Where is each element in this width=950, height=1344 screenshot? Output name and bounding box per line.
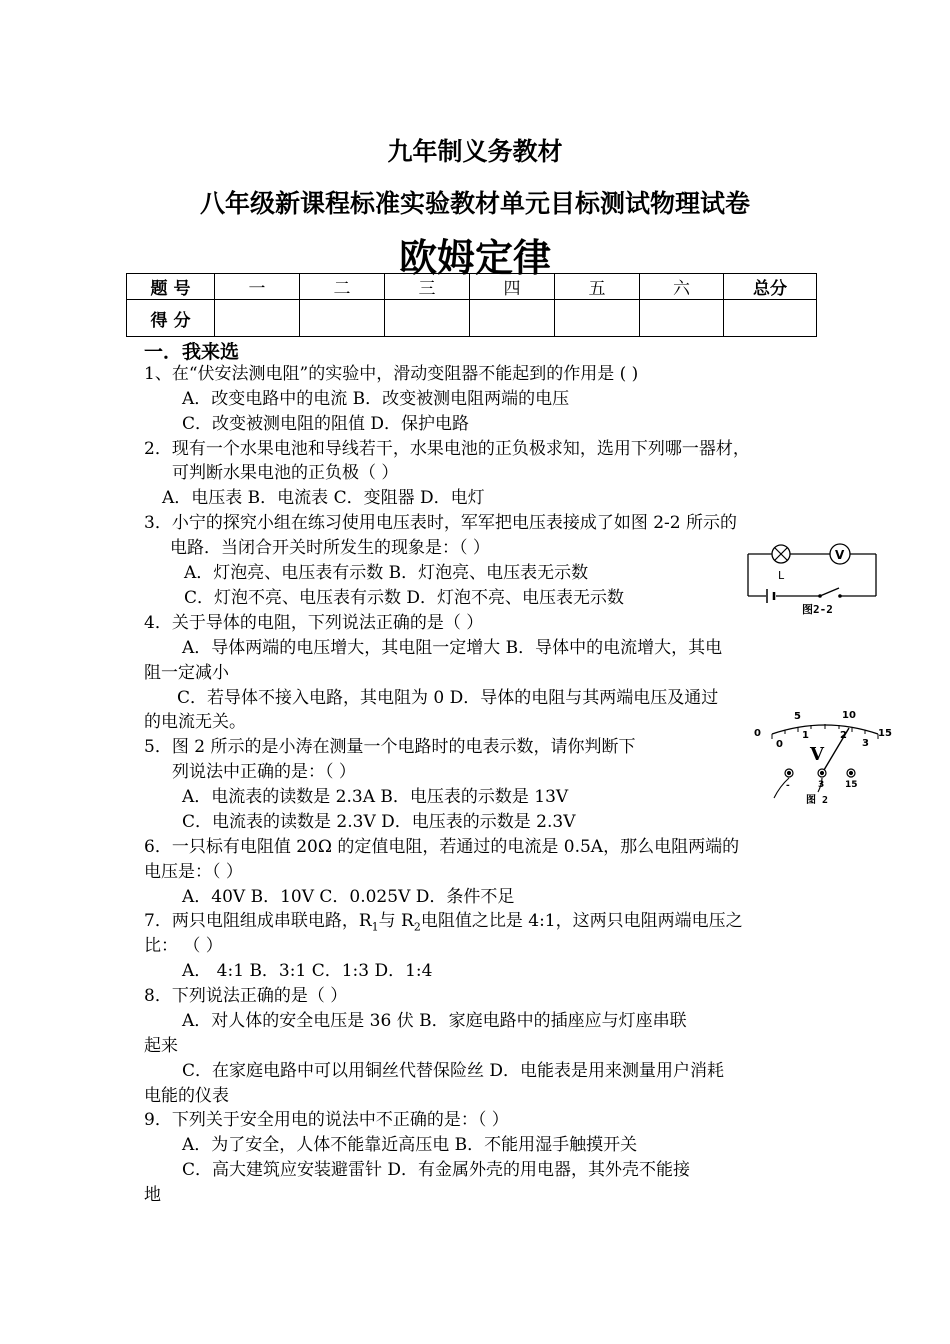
score-input-cell[interactable] [385,300,470,337]
question-7-stem-part: 7．两只电阻组成串联电路，R [144,911,372,931]
lamp-label: L [778,569,785,582]
question-9-options-c-cont: 地 [144,1185,161,1205]
dial-inner-label: 3 [862,738,869,749]
question-4-options-a-cont: 阻一定减小 [144,663,229,683]
question-6-options: A．40V B．10V C．0.025V D．条件不足 [182,887,515,907]
terminal-label: 15 [845,780,858,790]
question-6-stem: 6．一只标有电阻值 20Ω 的定值电阻，若通过的电流是 0.5A，那么电阻两端的 [144,837,740,857]
score-table-header-row [127,274,817,300]
score-table-cell: 总分 [724,274,817,300]
question-9-options-c: C．高大建筑应安装避雷针 D．有金属外壳的用电器，其外壳不能接 [182,1160,691,1180]
score-table-cell: 四 [470,274,555,300]
question-8-stem: 8．下列说法正确的是（ ） [144,986,348,1006]
figure-label: 图 2 [806,795,829,806]
question-3-stem-cont: 电路．当闭合开关时所发生的现象是：（ ） [170,538,490,558]
subscript: 1 [371,920,379,934]
dial-outer-label: 15 [878,728,892,739]
doc-series-title: 九年制义务教材 [387,137,563,166]
question-4-options-c: C．若导体不接入电路，其电阻为 0 D．导体的电阻与其两端电压及通过 [177,688,719,708]
score-table [126,273,817,337]
question-4-stem: 4．关于导体的电阻，下列说法正确的是（ ） [144,613,484,633]
score-input-cell[interactable] [724,300,817,337]
question-5-options-cd: C．电流表的读数是 2.3V D．电压表的示数是 2.3V [182,812,576,832]
question-2-stem: 2．现有一个水果电池和导线若干，水果电池的正负极求知，选用下列哪一器材， [144,439,750,459]
question-3-stem: 3．小宁的探究小组在练习使用电压表时，军军把电压表接成了如图 2-2 所示的 [144,513,737,533]
figure-label: 图2-2 [802,603,833,616]
question-8-options-c-cont: 电能的仪表 [144,1086,229,1106]
doc-chapter-title: 欧姆定律 [398,236,551,280]
dial-inner-label: 2 [840,730,847,741]
question-1-options-ab: A．改变电路中的电流 B．改变被测电阻两端的电压 [182,389,570,409]
score-table-cell: 五 [555,274,640,300]
score-input-cell[interactable] [640,300,724,337]
lamp-icon [772,545,790,563]
question-6-stem-cont: 电压是：（ ） [144,862,243,882]
section-title: 一．我来选 [144,341,240,363]
dial-outer-label: 5 [794,711,801,722]
question-1-options-cd: C．改变被测电阻的阻值 D．保护电路 [182,414,470,434]
voltmeter-dial-figure [750,706,900,806]
terminal-label: - [786,781,790,791]
score-table-cell: 得 分 [127,300,215,337]
question-7-stem-part: 电阻值之比是 4:1，这两只电阻两端电压之 [420,911,743,931]
dial-symbol: V [810,744,824,765]
question-4-options-a: A．导体两端的电压增大，其电阻一定增大 B．导体中的电流增大，其电 [182,638,723,658]
switch-icon [818,588,842,598]
dial-inner-label: 0 [776,739,783,750]
question-8-options-a-cont: 起来 [144,1036,178,1056]
question-7-stem [144,910,743,938]
question-8-options-c: C．在家庭电路中可以用铜丝代替保险丝 D．电能表是用来测量用户消耗 [182,1061,725,1081]
question-3-options-cd: C．灯泡不亮、电压表有示数 D．灯泡不亮、电压表无示数 [184,588,625,608]
score-table-cell: 三 [385,274,470,300]
score-input-cell[interactable] [215,300,300,337]
question-2-options: A．电压表 B．电流表 C．变阻器 D．电灯 [162,488,485,508]
question-1-stem: 1、在“伏安法测电阻”的实验中，滑动变阻器不能起到的作用是 ( ) [144,364,639,384]
question-5-stem: 5．图 2 所示的是小涛在测量一个电路时的电表示数，请你判断下 [144,737,636,757]
score-input-cell[interactable] [470,300,555,337]
terminal-label: 3 [818,780,825,790]
score-table-cell: 二 [300,274,385,300]
question-7-options: A． 4:1 B．3:1 C．1:3 D．1:4 [182,961,433,981]
score-table-cell: 题 号 [127,274,215,300]
voltmeter-icon [830,544,850,564]
dial-outer-label: 10 [842,710,856,721]
score-table-cell: 六 [640,274,724,300]
score-input-cell[interactable] [300,300,385,337]
score-table-cell: 一 [215,274,300,300]
terminal-icon [785,769,855,777]
question-9-options-ab: A．为了安全，人体不能靠近高压电 B．不能用湿手触摸开关 [182,1135,638,1155]
dial-outer-label: 0 [754,728,761,739]
doc-exam-title: 八年级新课程标准实验教材单元目标测试物理试卷 [199,189,750,218]
question-3-options-ab: A．灯泡亮、电压表有示数 B．灯泡亮、电压表无示数 [184,563,589,583]
circuit-diagram-figure [742,538,882,620]
question-2-stem-cont: 可判断水果电池的正负极（ ） [172,463,399,483]
question-9-stem: 9．下列关于安全用电的说法中不正确的是：（ ） [144,1110,509,1130]
needle-icon [824,728,849,770]
battery-icon [767,589,774,603]
score-table-score-row [127,300,817,337]
question-7-stem-part: 与 R [378,911,414,931]
question-8-options-a: A．对人体的安全电压是 36 伏 B．家庭电路中的插座应与灯座串联 [182,1011,687,1031]
dial-inner-label: 1 [802,730,809,741]
question-5-stem-cont: 列说法中正确的是：（ ） [172,762,356,782]
subscript: 2 [413,920,421,934]
voltmeter-label: V [835,548,845,562]
score-input-cell[interactable] [555,300,640,337]
question-7-stem-cont: 比： （ ） [144,936,223,956]
question-4-options-c-cont: 的电流无关。 [144,712,246,732]
question-5-options-ab: A．电流表的读数是 2.3A B．电压表的示数是 13V [182,787,569,807]
